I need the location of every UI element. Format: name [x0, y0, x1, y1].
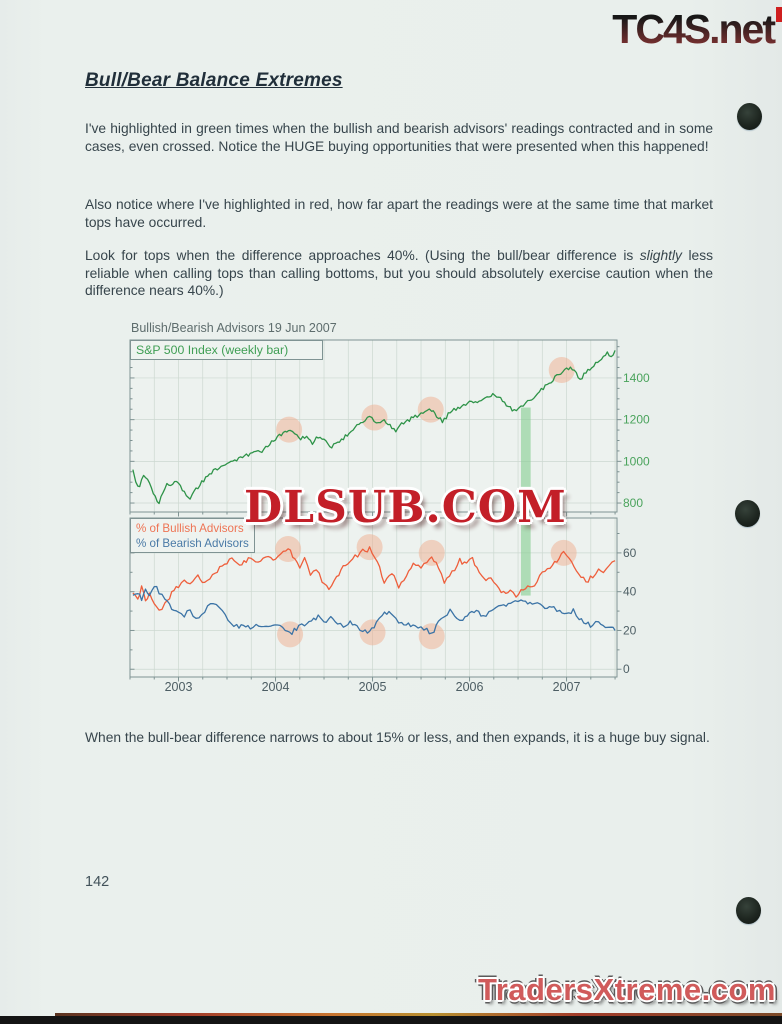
section-title: Bull/Bear Balance Extremes: [85, 70, 343, 91]
header-logo: [566, 2, 778, 56]
xtick-label: 2007: [552, 680, 581, 694]
page-edge-red-mark: [776, 7, 782, 22]
header-logo-text: TC4S.net: [612, 6, 774, 52]
binder-hole-bottom: [736, 897, 761, 924]
binder-hole-middle: [735, 500, 760, 527]
binder-hole-top: [737, 103, 762, 130]
paragraph-tops-warning-emphasis: slightly: [639, 248, 682, 263]
ytick-label: 60: [623, 545, 637, 560]
paragraph-tops-warning-pre: Look for tops when the difference approaches 40%. (Using the bull/bear difference is: [85, 248, 640, 263]
peach-highlight: [360, 619, 386, 645]
legend-label: % of Bearish Advisors: [136, 536, 249, 550]
ytick-label: 800: [623, 496, 644, 511]
paragraph-green-highlights: I've highlighted in green times when the bullish and bearish advisors' readings contracted and in some cases, even crossed. Notice the HUGE buying opportunities that were presented when this happened!: [85, 121, 713, 154]
paragraph-tops-warning-post: less reliable when calling tops than calling bottoms, but you should absolutely exercise caution when the difference nears 40%.): [85, 248, 713, 299]
page-bottom-border: [0, 1016, 782, 1024]
ytick-label: 40: [623, 584, 637, 599]
ytick-label: 0: [623, 662, 630, 677]
chart-title: Bullish/Bearish Advisors 19 Jun 2007: [131, 321, 337, 335]
peach-highlight: [549, 357, 575, 383]
ytick-label: 1200: [623, 412, 650, 427]
ytick-label: 1000: [623, 454, 650, 469]
paragraph-red-highlights: Also notice where I've highlighted in red, how far apart the readings were at the same time that market tops have occurred.: [85, 197, 713, 230]
peach-highlight: [361, 405, 387, 431]
paragraph-tops-warning: [85, 247, 713, 300]
footer-logo: TradersXtreme.com: [478, 972, 776, 1007]
xtick-label: 2005: [358, 680, 387, 694]
xtick-label: 2004: [261, 680, 290, 694]
peach-highlight: [419, 540, 445, 566]
xtick-label: 2006: [455, 680, 484, 694]
peach-highlight: [419, 623, 445, 649]
paragraph-buy-signal: When the bull-bear difference narrows to about 15% or less, and then expands, it is a huge buy signal.: [85, 730, 710, 745]
legend-label: % of Bullish Advisors: [136, 522, 244, 535]
peach-highlight: [276, 417, 302, 443]
ytick-label: 20: [623, 623, 637, 638]
xtick-label: 2003: [164, 680, 193, 694]
ytick-label: 1400: [623, 370, 650, 385]
page-number: 142: [85, 874, 110, 890]
legend-label: S&P 500 Index (weekly bar): [136, 343, 289, 357]
watermark: DLSUB.COM: [244, 482, 567, 533]
